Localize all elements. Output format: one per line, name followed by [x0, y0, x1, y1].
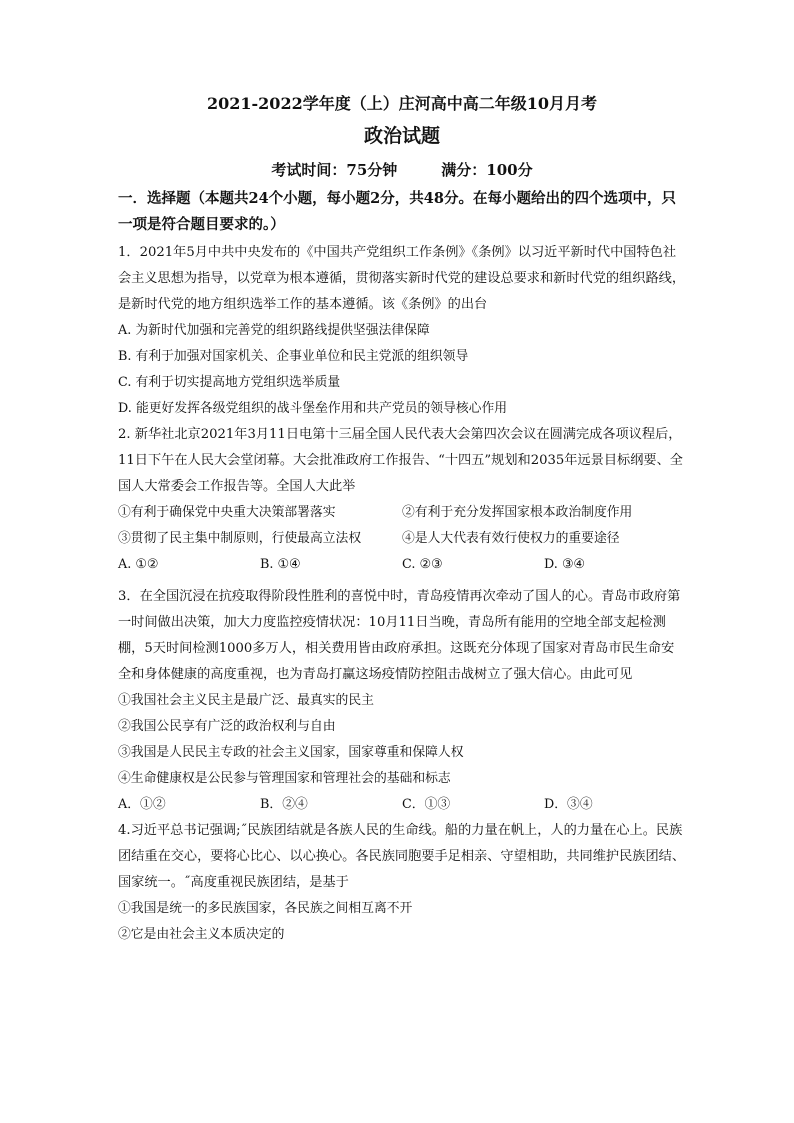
- choice-c: C. ②③: [402, 557, 443, 572]
- choice-d: D. ③④: [544, 557, 585, 572]
- statement-2: ②我国公民享有广泛的政治权利与自由: [118, 719, 336, 734]
- question-4: [118, 818, 686, 948]
- statement-1: ①我国是统一的多民族国家，各民族之间相互离不开: [118, 901, 413, 916]
- choice-c: C．①③: [402, 797, 451, 812]
- choice-a: A. ①②: [118, 557, 159, 572]
- exam-page: [118, 92, 686, 948]
- question-stem: 3．在全国沉浸在抗疫取得阶段性胜利的喜悦中时，青岛疫情再次牵动了国人的心。青岛市政府第一时间做出决策，加大力度监控疫情状况：10月11日当晚，青岛所有能用的空地全部支起检测棚，5天时间检测1000多万人，相关费用皆由政府承担。这既充分体现了国家对青岛市民生命安全和身体健康的高度重视，也为青岛打赢这场疫情防控阻击战树立了强大信心。由此可见: [118, 589, 681, 682]
- exam-subject: 政治试题: [363, 125, 440, 147]
- question-stem: 4.习近平总书记强调;˝民族团结就是各族人民的生命线。船的力量在帆上，人的力量在心上。民族团结重在交心，要将心比心、以心换心。各民族同胞要手足相亲、守望相助，共同维护民族团结、国家统一。˝高度重视民族团结，是基于: [118, 823, 686, 890]
- statement-row: [118, 500, 686, 526]
- question-3: [118, 584, 686, 818]
- statement-3: ③贯彻了民主集中制原则，行使最高立法权: [118, 531, 362, 546]
- statement-4: ④是人大代表有效行使权力的重要途径: [402, 531, 620, 546]
- statement-4: ④生命健康权是公民参与管理国家和管理社会的基础和标志: [118, 771, 451, 786]
- choice-d: D．③④: [544, 797, 593, 812]
- exam-score: 满分：100分: [441, 161, 533, 179]
- choice-b: B. ①④: [260, 557, 301, 572]
- option-a: A. 为新时代加强和完善党的组织路线提供坚强法律保障: [118, 323, 430, 338]
- choice-b: B．②④: [260, 797, 308, 812]
- section-heading: 一．选择题（本题共24个小题，每小题2分，共48分。在每小题给出的四个选项中，只一项是符合题目要求的。）: [118, 190, 676, 233]
- statement-3: ③我国是人民民主专政的社会主义国家，国家尊重和保障人权: [118, 745, 464, 760]
- option-c: C. 有利于切实提高地方党组织选举质量: [118, 375, 341, 390]
- choice-a: A．①②: [118, 797, 166, 812]
- statement-row: [118, 526, 686, 552]
- exam-title: 2021-2022学年度（上）庄河高中高二年级10月月考: [207, 94, 597, 113]
- option-b: B. 有利于加强对国家机关、企事业单位和民主党派的组织领导: [118, 349, 469, 364]
- question-2: [118, 422, 686, 578]
- question-stem: 1．2021年5月中共中央发布的《中国共产党组织工作条例》《条例》以习近平新时代中国特色社会主义思想为指导，以党章为根本遵循，贯彻落实新时代党的建设总要求和新时代党的组织路线，是新时代党的地方组织选举工作的基本遵循。该《条例》的出台: [118, 245, 686, 312]
- statement-2: ②它是由社会主义本质决定的: [118, 927, 285, 942]
- statement-2: ②有利于充分发挥国家根本政治制度作用: [402, 505, 633, 520]
- statement-1: ①我国社会主义民主是最广泛、最真实的民主: [118, 693, 374, 708]
- question-stem: 2. 新华社北京2021年3月11日电第十三届全国人民代表大会第四次会议在圆满完成各项议程后，11日下午在人民大会堂闭幕。大会批准政府工作报告、“十四五”规划和2035年远景目标纲要、全国人大常委会工作报告等。全国人大此举: [118, 427, 683, 494]
- exam-meta: [118, 158, 686, 182]
- choice-row: [118, 792, 686, 818]
- choice-row: [118, 552, 686, 578]
- statement-1: ①有利于确保党中央重大决策部署落实: [118, 505, 336, 520]
- exam-time: 考试时间：75分钟: [271, 161, 398, 179]
- option-d: D. 能更好发挥各级党组织的战斗堡垒作用和共产党员的领导核心作用: [118, 401, 508, 416]
- question-1: [118, 240, 686, 422]
